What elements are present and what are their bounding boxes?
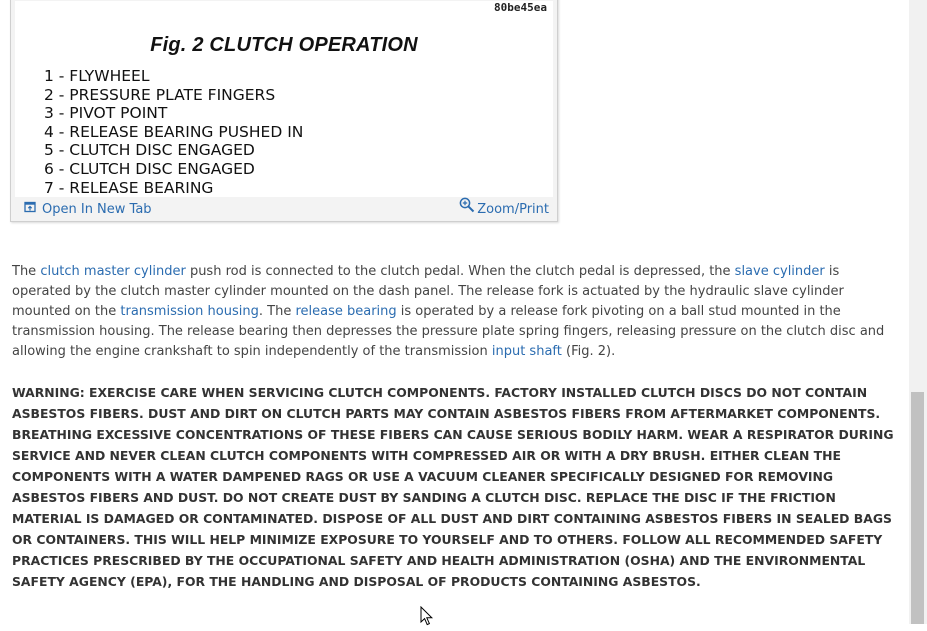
legend-item: 3 - PIVOT POINT — [44, 104, 168, 123]
mouse-pointer-icon — [420, 606, 434, 631]
legend-item: 6 - CLUTCH DISC ENGAGED — [44, 159, 255, 178]
paragraph-text: is operated by the clutch master cylinder mounted on the dash panel. The release fork is actuated by the hydraulic slave cylinder mounted on the — [12, 264, 844, 319]
figure-card — [10, 0, 558, 222]
figure-legend — [44, 67, 303, 197]
paragraph-text: (Fig. 2). — [561, 344, 616, 359]
release-bearing-link[interactable]: release bearing — [295, 304, 397, 319]
figure-title: Fig. 2 CLUTCH OPERATION — [150, 34, 418, 56]
open-in-new-tab-link[interactable] — [24, 201, 152, 217]
article-content — [12, 262, 897, 592]
legend-item: 7 - RELEASE BEARING — [44, 178, 214, 197]
scrollbar-thumb[interactable] — [911, 392, 924, 624]
open-in-new-tab-label: Open In New Tab — [42, 201, 152, 217]
legend-item: 1 - FLYWHEEL — [44, 67, 150, 85]
legend-item: 4 - RELEASE BEARING PUSHED IN — [44, 122, 304, 141]
input-shaft-link[interactable]: input shaft — [491, 344, 562, 359]
transmission-housing-link[interactable]: transmission housing — [120, 304, 259, 319]
image-id: 80be45ea — [494, 1, 547, 14]
asbestos-warning: WARNING: EXERCISE CARE WHEN SERVICING CLUTCH COMPONENTS. FACTORY INSTALLED CLUTCH DISCS DO NOT CONTAIN ASBESTOS FIBERS. DUST AND DIRT ON CLUTCH PARTS MAY CONTAIN ASBESTOS FIBERS FROM AFTERMARKET COMPONENTS. BREATHING EXCESSIVE CONCENTRATIONS OF THESE FIBERS CAN CAUSE SERIOUS BODILY HARM. WEAR A RESPIRATOR DURING SERVICE AND NEVER CLEAN CLUTCH COMPONENTS WITH COMPRESSED AIR OR WITH A DRY BRUSH. EITHER CLEAN THE COMPONENTS WITH A WATER DAMPENED RAGS OR USE A VACUUM CLEANER SPECIFICALLY DESIGNED FOR REMOVING ASBESTOS FIBERS AND DUST. DO NOT CREATE DUST BY SANDING A CLUTCH DISC. REPLACE THE DISC IF THE FRICTION MATERIAL IS DAMAGED OR CONTAMINATED. DISPOSE OF ALL DUST AND DIRT CONTAINING ASBESTOS FIBERS IN SEALED BAGS OR CONTAINERS. THIS WILL HELP MINIMIZE EXPOSURE TO YOURSELF AND TO OTHERS. FOLLOW ALL RECOMMENDED SAFETY PRACTICES PRESCRIBED BY THE OCCUPATIONAL SAFETY AND HEALTH ADMINISTRATION (OSHA) AND THE ENVIRONMENTAL SAFETY AGENCY (EPA), FOR THE HANDLING AND DISPOSAL OF PRODUCTS CONTAINING ASBESTOS. — [12, 385, 894, 589]
zoom-print-link[interactable] — [459, 201, 549, 217]
figure-image[interactable] — [15, 1, 553, 197]
paragraph-text: The — [12, 264, 41, 279]
figure-footer — [15, 197, 553, 219]
legend-item: 5 - CLUTCH DISC ENGAGED — [44, 141, 255, 160]
paragraph-text: is operated by a release fork pivoting on a ball stud mounted in the transmission housing. The release bearing then depresses the pressure plate spring fingers, releasing pressure on the clutch disc and allowing the engine crankshaft to spin independently of the transmission — [12, 304, 885, 359]
zoom-print-label: Zoom/Print — [477, 201, 549, 217]
slave-cylinder-link[interactable]: slave cylinder — [734, 264, 825, 279]
clutch-master-cylinder-link[interactable]: clutch master cylinder — [40, 264, 186, 279]
legend-item: 2 - PRESSURE PLATE FINGERS — [44, 85, 276, 104]
zoom-magnifier-icon — [459, 201, 477, 217]
paragraph-text: . The — [258, 304, 296, 319]
clutch-description-paragraph — [12, 262, 897, 362]
paragraph-text: push rod is connected to the clutch pedal. When the clutch pedal is depressed, the — [185, 264, 735, 279]
open-in-new-tab-icon — [24, 201, 42, 217]
